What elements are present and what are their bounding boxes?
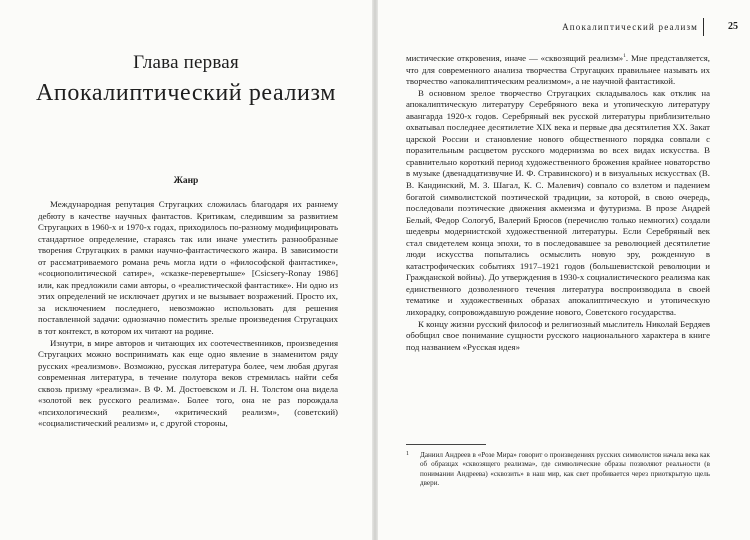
paragraph: Изнутри, в мире авторов и читающих их соотечественников, произведения Стругацких можно воспринимать как еще одно явление в знаменитом ряду русских «реализмов». Возможно, русская литература более, чем любая другая современная литература, в течение полутора веков стремилась найти себя сквозь призму «реализма». В Ф. М. Достоевском и Л. Н. Толстом она видела «золотой век русского реализма». Более того, она не раз порождала «психологический реализм», «критический реализм», (советский) «социалистический реализм» и, с другой стороны, — [38, 337, 338, 429]
page-number: 25 — [728, 21, 738, 32]
footnote-reference[interactable]: 1 — [623, 53, 626, 60]
left-page — [0, 0, 372, 540]
right-page — [378, 0, 750, 540]
continuation-tail: . Мне представляется, что для современного анализа творчества Стругацких правильнее называть их творчество «апокалиптическим реализмом», а не научной фантастикой. — [406, 53, 710, 87]
section-heading: Жанр — [173, 176, 199, 186]
chapter-title: Апокалиптический реализм — [35, 80, 336, 106]
footnote — [406, 451, 710, 489]
left-body-text — [38, 199, 338, 430]
paragraph: В основном зрелое творчество Стругацких складывалось как отклик на апокалиптическую литературу Серебряного века и утопическую литературу авангарда 1920-х годов. Серебряный век русской литературы приблизительно охватывал последнее десятилетие XIX века и первые два десятилетия XX. Закат царской России и становление нового общественного порядка совпали с поразительным расцветом русского модернизма во всех видах искусства. В сравнительно короткий период художественного брожения крайнее новаторство в музыке (двенадцатизвучие И. Ф. Стравинского) и в визуальных искусствах (В. В. Кандинский, М. З. Шагал, К. С. Малевич) совпало со взлетом и падением богатой символистской поэтической традиции, за которой, в свою очередь, последовали поэтические движения акмеизма и футуризма. В прозе Андрей Белый, Федор Сологуб, Валерий Брюсов (перечислю только немногих) создали шедевры модернистской художественной литературы. Если Серебряный век стал свидетелем конца эпохи, то в последовавшее за революцией десятилетие люди искусства попытались осмыслить новую эру, рожденную в катастрофических событиях 1917–1921 годов (большевистской революции и Гражданской войны). До утверждения в 1930-х социалистического реализма как единственного дозволенного течения литература воспроизводила в своей тематике и художественных образах апокалиптическую и утопическую лихорадку, сопровождавшую рождение нового, Советского государства. — [406, 87, 710, 318]
paragraph-continuation — [406, 53, 710, 88]
footnote-text: Даниил Андреев в «Розе Мира» говорит о произведениях русских символистов начала века как об образцах «сквозящего реализма», где символические образы позволяют реальности (в понимании Андреева) «сквозить» в наш мир, как свет пробивается через приоткрытую щель двери. — [420, 451, 710, 488]
paragraph: К концу жизни русский философ и религиозный мыслитель Николай Бердяев обобщил свое понимание сущности русского национального характера в книге под названием «Русская идея» — [406, 318, 710, 352]
footnote-divider — [406, 444, 486, 445]
right-body-text — [406, 53, 710, 353]
continuation-text: мистические откровения, иначе — «сквозящий реализм» — [406, 53, 624, 63]
chapter-label: Глава первая — [133, 52, 239, 73]
footnote-number: 1 — [406, 451, 409, 457]
running-head: Апокалиптический реализм — [562, 22, 698, 32]
header-divider — [703, 18, 704, 36]
paragraph: Международная репутация Стругацких сложилась благодаря их раннему дебюту в качестве научных фантастов. Критикам, следившим за развитием Стругацких в 1960-х и 1970-х годах, приходилось по-разному модифицировать стандартное определение, стараясь так или иначе уместить разнообразные творения Стругацких в рамки научно-фантастического жанра. В зависимости от рассматриваемого романа речь могла идти о «философской фантастике», «социополитической сатире», «сказке-перевертыше» [Csicsery-Ronay 1986] или, как предложили сами авторы, о «реалистической фантастике». Ни одно из этих определений не исключает других и не вызывает возражений. Просто их, за исключением последнего, невозможно использовать для решения поставленной задачи: однозначно поместить зрелые произведения Стругацких в тот контекст, в котором их читают на родине. — [38, 199, 338, 337]
